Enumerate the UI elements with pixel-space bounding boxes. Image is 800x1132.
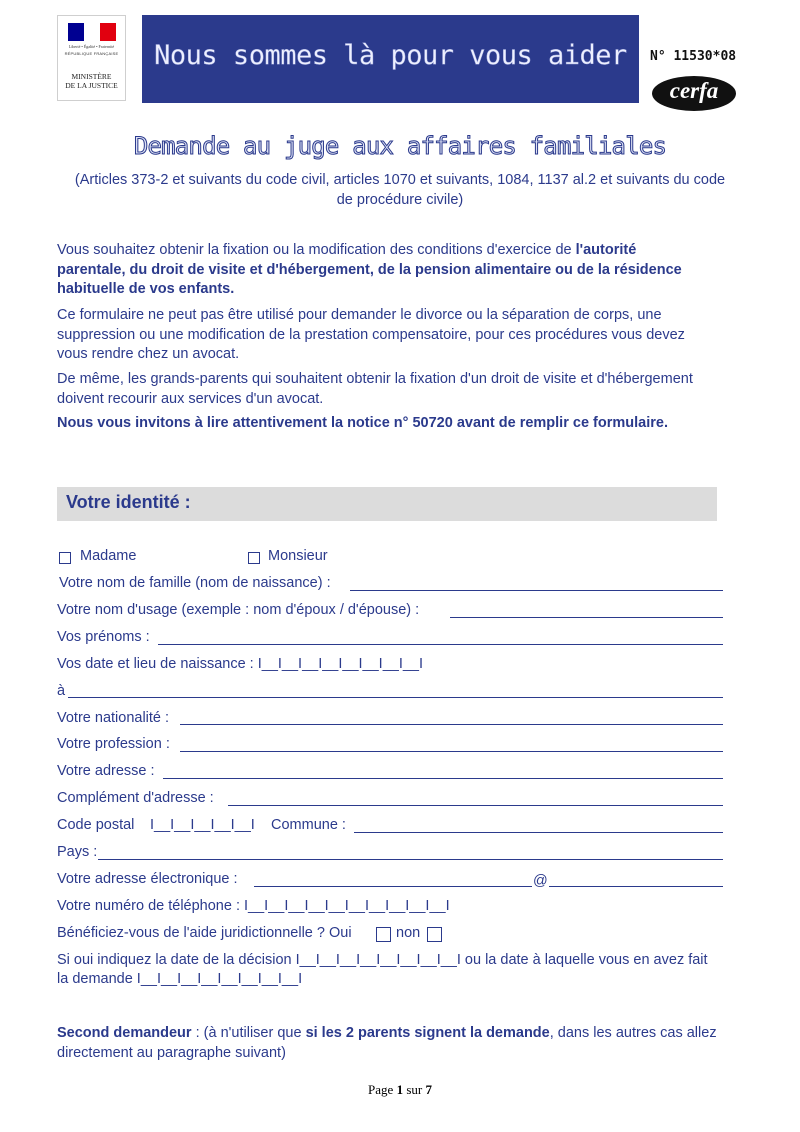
footer-page: Page xyxy=(368,1082,394,1097)
commune-field[interactable] xyxy=(354,832,723,833)
email-at: @ xyxy=(533,873,548,889)
footer-current: 1 xyxy=(396,1082,404,1097)
intro-p1-bold1: l'autorité xyxy=(575,242,637,258)
date-decision-field[interactable]: Si oui indiquez la date de la décision I__I__I__I__I__I__I__I__I ou la date à laquelle vous en avez fait xyxy=(57,952,708,968)
logo-ministry xyxy=(58,72,125,90)
adresse-field[interactable] xyxy=(163,778,723,779)
aide-non-label: non xyxy=(396,925,421,941)
logo-republique: RÉPUBLIQUE FRANÇAISE xyxy=(64,51,119,56)
intro-p2-line1: Ce formulaire ne peut pas être utilisé pour demander le divorce ou la séparation de corps, une xyxy=(57,307,662,323)
commune-label: Commune : xyxy=(271,817,346,833)
intro-paragraph-4 xyxy=(57,414,737,434)
footer-sur: sur xyxy=(406,1082,423,1097)
code-postal-field[interactable]: I__I__I__I__I__I xyxy=(150,817,255,833)
intro-p4: Nous vous invitons à lire attentivement la notice n° 50720 avant de remplir ce formulaire. xyxy=(57,415,668,431)
monsieur-checkbox[interactable] xyxy=(248,552,260,564)
intro-p1-start: Vous souhaitez obtenir la fixation ou la modification des conditions d'exercice de xyxy=(57,242,576,258)
email-domain-field[interactable] xyxy=(549,886,723,887)
subtitle-line1: (Articles 373-2 et suivants du code civil, articles 1070 et suivants, 1084, 1137 al.2 et suivants du code xyxy=(74,172,726,188)
nom-usage-field[interactable] xyxy=(450,617,723,618)
flag-red xyxy=(100,23,116,41)
intro-p1-bold3: habituelle de vos enfants. xyxy=(57,281,235,297)
naissance-field[interactable]: Vos date et lieu de naissance : I__I__I__I__I__I__I__I__I xyxy=(57,656,424,672)
section-title: Votre identité : xyxy=(66,492,191,512)
page-title: Demande au juge aux affaires familiales xyxy=(133,132,667,160)
nom-famille-field[interactable] xyxy=(350,590,723,591)
subtitle-line2: de procédure civile) xyxy=(336,192,464,208)
intro-paragraph-1 xyxy=(57,241,737,300)
profession-field[interactable] xyxy=(180,751,723,752)
second-text2: , dans les autres cas allez xyxy=(549,1025,717,1041)
prenoms-field[interactable] xyxy=(158,644,723,645)
lieu-label: à xyxy=(57,683,66,699)
profession-label: Votre profession : xyxy=(57,736,170,752)
email-user-field[interactable] xyxy=(254,886,532,887)
pays-field[interactable] xyxy=(98,859,723,860)
second-bold2: si les 2 parents signent la demande xyxy=(305,1025,550,1041)
aide-oui-checkbox[interactable] xyxy=(376,927,391,942)
aide-non-checkbox[interactable] xyxy=(427,927,442,942)
intro-paragraph-3 xyxy=(57,370,737,409)
marianne-flag-icon xyxy=(68,23,116,41)
logo-ministry-line2: DE LA JUSTICE xyxy=(65,81,118,90)
lieu-naissance-field[interactable] xyxy=(68,697,723,698)
flag-white xyxy=(84,23,100,41)
complement-field[interactable] xyxy=(228,805,723,806)
madame-label: Madame xyxy=(80,548,137,564)
second-text1: : (à n'utiliser que xyxy=(191,1025,306,1041)
footer-total: 7 xyxy=(425,1082,432,1097)
second-demandeur-note xyxy=(57,1024,737,1063)
adresse-label: Votre adresse : xyxy=(57,763,155,779)
intro-p2-line2: suppression ou une modification de la prestation compensatoire, pour ces procédures vous devez xyxy=(57,326,685,343)
intro-p3-line2: doivent recourir aux services d'un avocat. xyxy=(57,390,324,407)
aide-label: Bénéficiez-vous de l'aide juridictionnelle ? Oui xyxy=(57,925,352,941)
second-line2: directement au paragraphe suivant) xyxy=(57,1044,286,1061)
code-postal-label: Code postal xyxy=(57,817,135,833)
complement-label: Complément d'adresse : xyxy=(57,790,214,806)
intro-paragraph-2 xyxy=(57,306,737,365)
cerfa-logo-text: cerfa xyxy=(669,78,719,103)
intro-p2-line3: vous rendre chez un avocat. xyxy=(57,346,240,362)
email-label: Votre adresse électronique : xyxy=(57,871,238,887)
madame-checkbox[interactable] xyxy=(59,552,71,564)
second-bold1: Second demandeur xyxy=(57,1025,192,1041)
nationalite-field[interactable] xyxy=(180,724,723,725)
monsieur-label: Monsieur xyxy=(268,548,328,564)
logo-motto: Liberté • Égalité • Fraternité xyxy=(68,44,115,49)
logo-ministry-line1: MINISTÈRE xyxy=(71,72,112,81)
pays-label: Pays : xyxy=(57,844,98,860)
nom-famille-label: Votre nom de famille (nom de naissance) : xyxy=(59,575,331,591)
telephone-field[interactable]: Votre numéro de téléphone : I__I__I__I__I__I__I__I__I__I__I xyxy=(57,898,450,914)
cerfa-number: N° 11530*08 xyxy=(650,49,737,64)
prenoms-label: Vos prénoms : xyxy=(57,629,150,645)
banner-title: Nous sommes là pour vous aider xyxy=(154,40,627,71)
ministry-logo xyxy=(57,15,126,101)
page-subtitle xyxy=(60,170,740,210)
date-demande-field[interactable]: la demande I__I__I__I__I__I__I__I__I xyxy=(57,971,303,987)
flag-blue xyxy=(68,23,84,41)
nationalite-label: Votre nationalité : xyxy=(57,710,170,726)
intro-p3-line1: De même, les grands-parents qui souhaitent obtenir la fixation d'un droit de visite et d'hébergement xyxy=(57,371,693,387)
page-footer xyxy=(0,1082,800,1098)
intro-p1-bold2: parentale, du droit de visite et d'hébergement, de la pension alimentaire ou de la résidence xyxy=(57,261,682,278)
nom-usage-label: Votre nom d'usage (exemple : nom d'époux / d'épouse) : xyxy=(57,602,420,618)
